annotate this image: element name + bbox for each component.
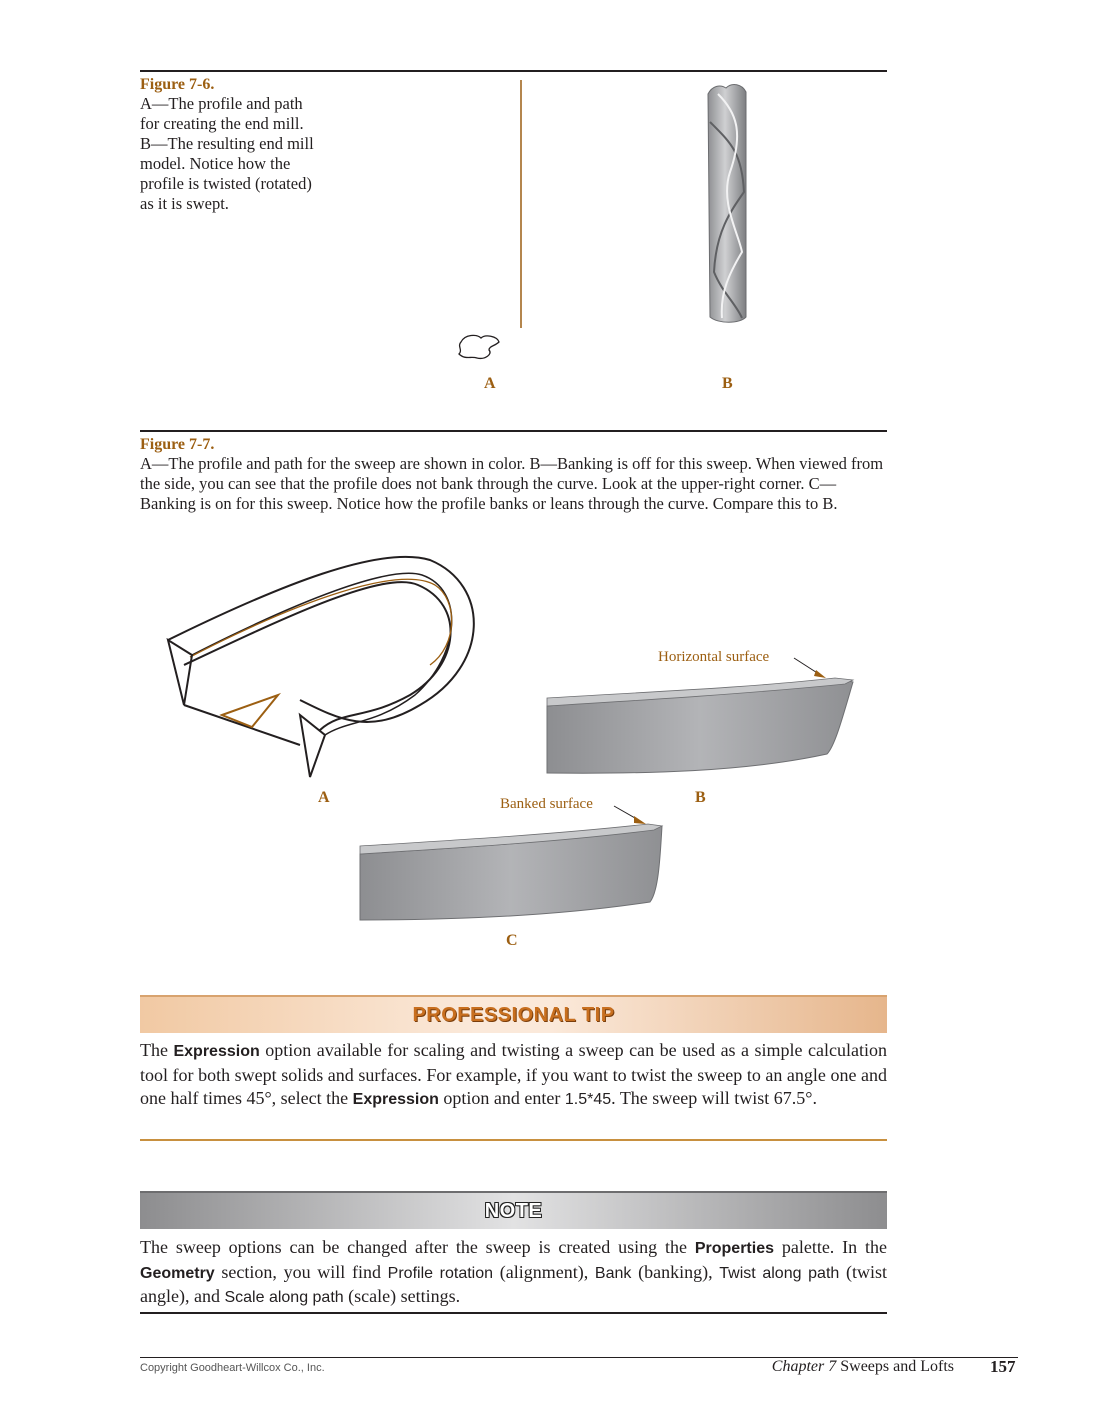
note-text-4: (alignment), — [493, 1261, 595, 1282]
note-text-3: section, you will find — [214, 1261, 388, 1282]
figure-7-6-caption-text: A—The profile and path for creating the end mill. B—The resulting end mill model. Notice how the profile is twisted (rotated) as it is swept. — [140, 94, 314, 213]
professional-tip-text — [140, 1039, 887, 1112]
note-text — [140, 1236, 887, 1310]
end-mill-path-line — [519, 80, 523, 330]
note-text-5: (banking), — [631, 1261, 720, 1282]
figure-7-7-label-c: C — [506, 932, 518, 949]
tip-term-value: 1.5*45 — [564, 1091, 612, 1108]
professional-tip-bottom-rule — [140, 1139, 887, 1141]
tip-term-expression-2: Expression — [352, 1091, 439, 1108]
banked-surface-callout: Banked surface — [500, 796, 593, 812]
figure-7-6-top-rule — [140, 70, 887, 72]
tip-text-4: . The sweep will twist 67.5°. — [611, 1088, 817, 1108]
unbanked-sweep-model — [545, 676, 857, 776]
footer-chapter-title: Sweeps and Lofts — [840, 1358, 954, 1375]
banked-sweep-model — [358, 822, 668, 922]
figure-7-6-label-b: B — [722, 375, 733, 392]
note-text-7: (scale) settings. — [343, 1286, 461, 1306]
figure-7-7-title: Figure 7-7. — [140, 436, 215, 453]
figure-7-6-caption — [140, 76, 315, 214]
tip-term-expression-1: Expression — [173, 1043, 260, 1060]
footer-chapter-label: Chapter 7 — [771, 1358, 837, 1375]
page-number: 157 — [990, 1357, 1016, 1376]
tip-text-1: The — [140, 1040, 174, 1060]
horizontal-surface-callout: Horizontal surface — [658, 649, 770, 665]
note-term-bank: Bank — [594, 1264, 632, 1282]
tip-text-3: option and enter — [438, 1088, 565, 1108]
note-text-1: The sweep options can be changed after the sweep is created using the — [140, 1237, 695, 1257]
figure-7-7-caption-text: A—The profile and path for the sweep are shown in color. B—Banking is off for this sweep. When viewed from the side, you can see that the profile does not bank through the curve. Look at the upper-right corner. C—Banking is on for this sweep. Notice how the profile banks or leans through the curve. Compare this to B. — [140, 454, 884, 513]
note-bottom-rule — [140, 1312, 887, 1314]
figure-7-7-caption — [140, 436, 890, 514]
note-term-properties: Properties — [694, 1240, 774, 1257]
note-band — [140, 1191, 887, 1229]
end-mill-profile — [455, 332, 505, 362]
figure-7-7-top-rule — [140, 430, 887, 432]
note-term-twist: Twist along path — [719, 1264, 840, 1282]
note-term-geometry: Geometry — [140, 1264, 215, 1282]
end-mill-model — [700, 82, 760, 332]
figure-7-6-title: Figure 7-6. — [140, 76, 215, 93]
figure-7-7-label-a: A — [318, 789, 330, 806]
footer-chapter — [772, 1358, 954, 1376]
u-sweep-profile-path-drawing — [160, 545, 480, 785]
figure-7-6-label-a: A — [484, 375, 496, 392]
note-heading: NOTE — [484, 1200, 543, 1222]
note-text-6: (twist angle), and — [140, 1261, 887, 1306]
note-term-scale: Scale along path — [224, 1289, 344, 1306]
note-text-2: palette. In the — [773, 1237, 887, 1257]
tip-text-2: option available for scaling and twisting a sweep can be used as a simple calculation tool for both swept solids and surfaces. For example, if you want to twist the sweep to an angle one and one half times 45°, select the — [140, 1040, 887, 1108]
professional-tip-band — [140, 995, 887, 1033]
note-term-profile-rotation: Profile rotation — [387, 1264, 494, 1282]
figure-7-7-label-b: B — [695, 789, 706, 806]
footer-copyright: Copyright Goodheart-Willcox Co., Inc. — [140, 1362, 325, 1374]
professional-tip-heading: PROFESSIONAL TIP — [412, 1004, 615, 1026]
